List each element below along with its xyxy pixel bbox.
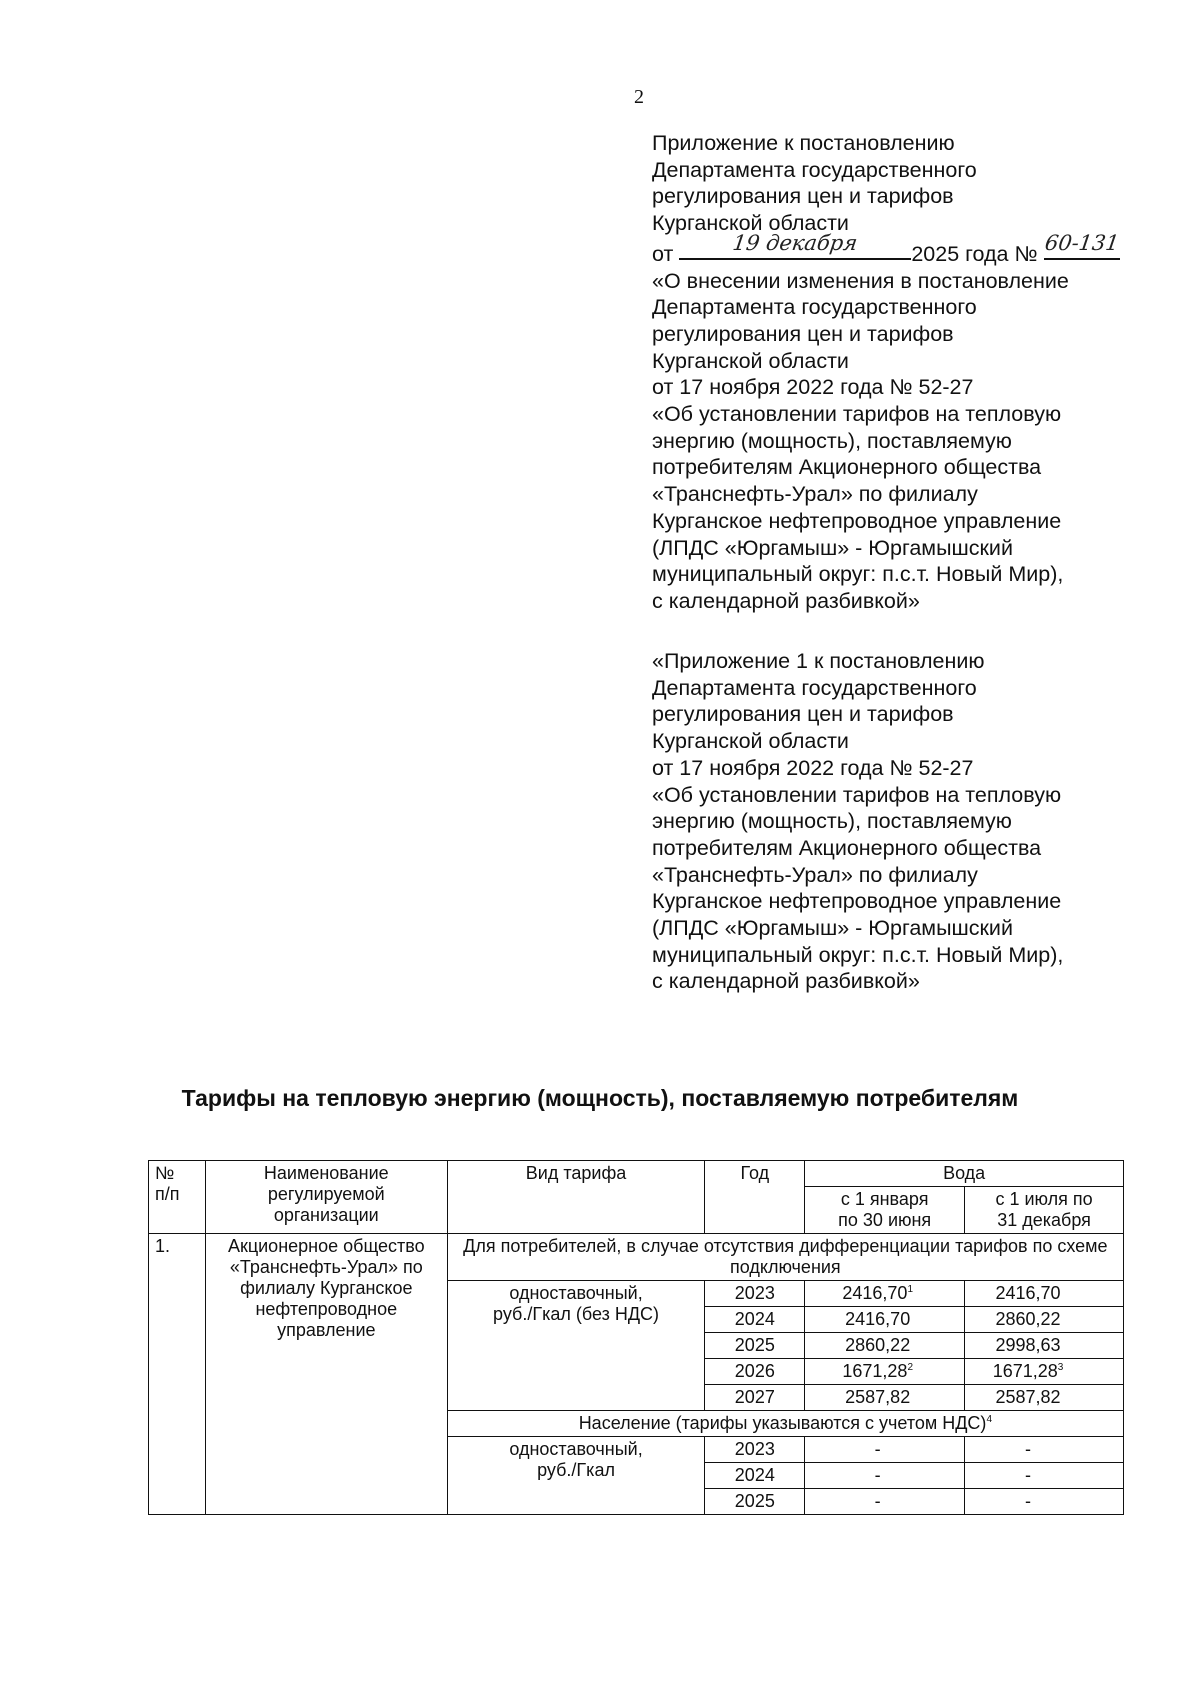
value-text: 2998,63 bbox=[995, 1335, 1061, 1355]
org-line: управление bbox=[277, 1320, 376, 1340]
value-h2 bbox=[965, 1307, 1124, 1333]
handwritten-number-text: 60-131 bbox=[1042, 231, 1121, 256]
table-row bbox=[149, 1234, 1124, 1281]
value-h1 bbox=[805, 1333, 965, 1359]
org-line: филиалу Курганское bbox=[240, 1278, 413, 1298]
footnote-mark: 4 bbox=[986, 1414, 992, 1425]
value-h2 bbox=[965, 1359, 1124, 1385]
value-h1: - bbox=[805, 1463, 965, 1489]
value-text: 1671,28 bbox=[842, 1361, 908, 1381]
appendix-line: от 17 ноября 2022 года № 52-27 bbox=[652, 375, 974, 400]
year-cell: 2024 bbox=[705, 1307, 805, 1333]
year-cell: 2023 bbox=[705, 1281, 805, 1307]
footnote-mark: 2 bbox=[907, 1362, 913, 1373]
header-year: Год bbox=[705, 1161, 805, 1234]
appendix-line: с календарной разбивкой» bbox=[652, 588, 920, 613]
appendix-line: с календарной разбивкой» bbox=[652, 969, 920, 994]
value-text: 2587,82 bbox=[995, 1387, 1061, 1407]
appendix-line: Приложение к постановлению bbox=[652, 131, 955, 155]
tariff-type bbox=[447, 1281, 705, 1411]
date-underline bbox=[679, 258, 911, 260]
value-h1: - bbox=[805, 1437, 965, 1463]
tariff-type bbox=[447, 1437, 705, 1515]
appendix-line: (ЛПДС «Юргамыш» - Юргамышский bbox=[652, 535, 1013, 560]
number-underline bbox=[1044, 258, 1120, 260]
year-cell: 2025 bbox=[705, 1333, 805, 1359]
value-h1 bbox=[805, 1359, 965, 1385]
value-text: 2587,82 bbox=[845, 1387, 911, 1407]
appendix-line: Курганской области bbox=[652, 211, 849, 236]
header-text: 31 декабря bbox=[997, 1210, 1091, 1230]
footnote-mark: 1 bbox=[907, 1284, 913, 1295]
year-cell: 2023 bbox=[705, 1437, 805, 1463]
value-text: 2416,70 bbox=[995, 1283, 1061, 1303]
date-suffix: 2025 года № bbox=[911, 241, 1038, 266]
value-text: 2860,22 bbox=[845, 1335, 911, 1355]
year-cell: 2024 bbox=[705, 1463, 805, 1489]
header-text: с 1 января bbox=[840, 1189, 929, 1209]
section-title-text: Население (тарифы указываются с учетом НДС) bbox=[578, 1413, 987, 1433]
handwritten-date-text: 19 декабря bbox=[731, 231, 860, 256]
value-h1 bbox=[805, 1307, 965, 1333]
table-header-row bbox=[149, 1161, 1124, 1187]
header-text: п/п bbox=[155, 1184, 180, 1204]
value-h2: - bbox=[965, 1489, 1124, 1515]
appendix-line: энергию (мощность), поставляемую bbox=[652, 428, 1012, 453]
value-h2: - bbox=[965, 1437, 1124, 1463]
appendix-line: Департамента государственного bbox=[652, 295, 977, 320]
year-cell: 2026 bbox=[705, 1359, 805, 1385]
section-title-population bbox=[447, 1411, 1123, 1437]
header-period-2 bbox=[965, 1187, 1124, 1234]
appendix-line: «Транснефть-Урал» по филиалу bbox=[652, 862, 978, 887]
org-line: нефтепроводное bbox=[255, 1299, 398, 1319]
appendix-line: регулирования цен и тарифов bbox=[652, 321, 954, 346]
organization-name bbox=[205, 1234, 447, 1515]
appendix-line: регулирования цен и тарифов bbox=[652, 184, 954, 209]
value-h2 bbox=[965, 1333, 1124, 1359]
header-number bbox=[149, 1161, 206, 1234]
section-title-consumers: Для потребителей, в случае отсутствия дифференциации тарифов по схеме подключения bbox=[447, 1234, 1123, 1281]
value-text: 2860,22 bbox=[995, 1309, 1061, 1329]
header-period-1 bbox=[805, 1187, 965, 1234]
appendix-line: потребителям Акционерного общества bbox=[652, 835, 1042, 860]
handwritten-number bbox=[1042, 231, 1121, 261]
row-number: 1. bbox=[149, 1234, 206, 1515]
appendix-line: регулирования цен и тарифов bbox=[652, 702, 954, 727]
value-h1: - bbox=[805, 1489, 965, 1515]
header-text: № bbox=[155, 1163, 175, 1183]
handwritten-date bbox=[679, 231, 911, 261]
year-cell: 2025 bbox=[705, 1489, 805, 1515]
tariffs-table bbox=[148, 1160, 1124, 1515]
value-text: 2416,70 bbox=[842, 1283, 908, 1303]
value-h2 bbox=[965, 1385, 1124, 1411]
appendix-line: «Транснефть-Урал» по филиалу bbox=[652, 482, 978, 507]
appendix-line: (ЛПДС «Юргамыш» - Юргамышский bbox=[652, 916, 1013, 941]
header-tariff-type: Вид тарифа bbox=[447, 1161, 705, 1234]
appendix-line: Курганское нефтепроводное управление bbox=[652, 889, 1062, 914]
appendix-line: Курганской области bbox=[652, 348, 849, 373]
value-h1 bbox=[805, 1281, 965, 1307]
tariff-type-line: руб./Гкал (без НДС) bbox=[493, 1304, 660, 1324]
appendix-line: «Приложение 1 к постановлению bbox=[652, 649, 985, 673]
value-h2: - bbox=[965, 1463, 1124, 1489]
appendix-line: потребителям Акционерного общества bbox=[652, 455, 1042, 480]
appendix-line: Курганское нефтепроводное управление bbox=[652, 508, 1062, 533]
appendix-line: «Об установлении тарифов на тепловую bbox=[652, 402, 1062, 427]
decree-date-line bbox=[652, 231, 1132, 268]
header-text: Наименование bbox=[263, 1163, 389, 1183]
header-water: Вода bbox=[805, 1161, 1124, 1187]
appendix-header-1 bbox=[652, 130, 1132, 615]
page-number: 2 bbox=[634, 86, 644, 108]
appendix-line: «Об установлении тарифов на тепловую bbox=[652, 782, 1062, 807]
tariff-type-line: руб./Гкал bbox=[537, 1460, 615, 1480]
appendix-line: Департамента государственного bbox=[652, 675, 977, 700]
value-text: 2416,70 bbox=[845, 1309, 911, 1329]
header-text: организации bbox=[273, 1205, 379, 1225]
appendix-header-2 bbox=[652, 648, 1132, 995]
value-h2 bbox=[965, 1281, 1124, 1307]
tariff-type-line: одноставочный, bbox=[509, 1283, 643, 1303]
footnote-mark: 3 bbox=[1057, 1362, 1064, 1373]
appendix-line: энергию (мощность), поставляемую bbox=[652, 809, 1012, 834]
appendix-line: от 17 ноября 2022 года № 52-27 bbox=[652, 755, 974, 780]
org-line: Акционерное общество bbox=[227, 1236, 425, 1256]
appendix-line: муниципальный округ: п.с.т. Новый Мир), bbox=[652, 562, 1064, 587]
org-line: «Транснефть-Урал» по bbox=[229, 1257, 423, 1277]
value-text: 1671,28 bbox=[992, 1361, 1058, 1381]
date-prefix: от bbox=[652, 241, 674, 266]
tariffs-heading: Тарифы на тепловую энергию (мощность), поставляемую потребителям bbox=[181, 1085, 1019, 1111]
header-text: по 30 июня bbox=[838, 1210, 932, 1230]
year-cell: 2027 bbox=[705, 1385, 805, 1411]
header-text: с 1 июля по bbox=[995, 1189, 1093, 1209]
header-text: регулируемой bbox=[267, 1184, 385, 1204]
header-organization bbox=[205, 1161, 447, 1234]
appendix-line: «О внесении изменения в постановление bbox=[652, 268, 1069, 293]
appendix-line: муниципальный округ: п.с.т. Новый Мир), bbox=[652, 942, 1064, 967]
value-h1 bbox=[805, 1385, 965, 1411]
appendix-line: Департамента государственного bbox=[652, 157, 977, 182]
tariff-type-line: одноставочный, bbox=[509, 1439, 643, 1459]
appendix-line: Курганской области bbox=[652, 729, 849, 754]
